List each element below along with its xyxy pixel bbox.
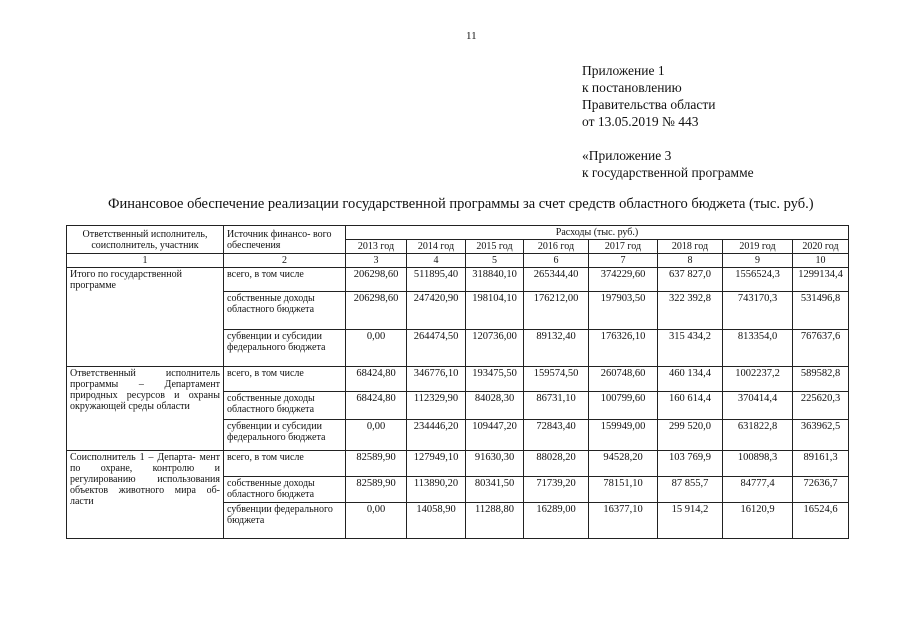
- value-cell: 82589,90: [346, 451, 407, 477]
- source-cell: субвенции и субсидии федерального бюджета: [224, 330, 346, 367]
- source-cell: собственные доходы областного бюджета: [224, 477, 346, 503]
- value-cell: 14058,90: [407, 503, 466, 539]
- value-cell: 72636,7: [793, 477, 849, 503]
- financing-table: [66, 225, 849, 539]
- value-cell: 103 769,9: [658, 451, 723, 477]
- value-cell: 193475,50: [466, 367, 524, 392]
- value-cell: 80341,50: [466, 477, 524, 503]
- header-year: 2016 год: [524, 240, 589, 254]
- value-cell: 84777,4: [723, 477, 793, 503]
- value-cell: 1556524,3: [723, 268, 793, 292]
- value-cell: 176326,10: [589, 330, 658, 367]
- value-cell: 460 134,4: [658, 367, 723, 392]
- value-cell: 265344,40: [524, 268, 589, 292]
- value-cell: 113890,20: [407, 477, 466, 503]
- value-cell: 89132,40: [524, 330, 589, 367]
- value-cell: 315 434,2: [658, 330, 723, 367]
- table-row: [67, 268, 849, 292]
- value-cell: 206298,60: [346, 292, 407, 330]
- source-cell: всего, в том числе: [224, 268, 346, 292]
- source-cell: собственные доходы областного бюджета: [224, 392, 346, 420]
- value-cell: 264474,50: [407, 330, 466, 367]
- value-cell: 109447,20: [466, 420, 524, 451]
- appendix-line: Приложение 1: [582, 63, 665, 78]
- column-number: 3: [346, 254, 407, 268]
- value-cell: 0,00: [346, 503, 407, 539]
- value-cell: 11288,80: [466, 503, 524, 539]
- appendix-line: от 13.05.2019 № 443: [582, 114, 699, 129]
- value-cell: 15 914,2: [658, 503, 723, 539]
- value-cell: 511895,40: [407, 268, 466, 292]
- value-cell: 247420,90: [407, 292, 466, 330]
- header-year: 2013 год: [346, 240, 407, 254]
- executor-cell: Соисполнитель 1 – Департа- мент по охране, контролю и регулированию использования объектов животного мира об- ласти: [67, 451, 224, 539]
- value-cell: 159949,00: [589, 420, 658, 451]
- column-number: 1: [67, 254, 224, 268]
- appendix-line: к постановлению: [582, 80, 682, 95]
- value-cell: 68424,80: [346, 367, 407, 392]
- value-cell: 89161,3: [793, 451, 849, 477]
- value-cell: 88028,20: [524, 451, 589, 477]
- header-executor: Ответственный исполнитель, соисполнитель, участник: [67, 226, 224, 254]
- value-cell: 71739,20: [524, 477, 589, 503]
- value-cell: 176212,00: [524, 292, 589, 330]
- header-year: 2020 год: [793, 240, 849, 254]
- header-year: 2018 год: [658, 240, 723, 254]
- value-cell: 160 614,4: [658, 392, 723, 420]
- value-cell: 374229,60: [589, 268, 658, 292]
- value-cell: 84028,30: [466, 392, 524, 420]
- value-cell: 16524,6: [793, 503, 849, 539]
- column-number: 7: [589, 254, 658, 268]
- source-cell: всего, в том числе: [224, 367, 346, 392]
- source-cell: всего, в том числе: [224, 451, 346, 477]
- value-cell: 100898,3: [723, 451, 793, 477]
- table-row: [67, 451, 849, 477]
- value-cell: 159574,50: [524, 367, 589, 392]
- value-cell: 767637,6: [793, 330, 849, 367]
- value-cell: 82589,90: [346, 477, 407, 503]
- value-cell: 16377,10: [589, 503, 658, 539]
- value-cell: 120736,00: [466, 330, 524, 367]
- column-number: 9: [723, 254, 793, 268]
- value-cell: 198104,10: [466, 292, 524, 330]
- header-year: 2019 год: [723, 240, 793, 254]
- value-cell: 127949,10: [407, 451, 466, 477]
- value-cell: 87 855,7: [658, 477, 723, 503]
- value-cell: 370414,4: [723, 392, 793, 420]
- value-cell: 68424,80: [346, 392, 407, 420]
- value-cell: 72843,40: [524, 420, 589, 451]
- value-cell: 363962,5: [793, 420, 849, 451]
- value-cell: 86731,10: [524, 392, 589, 420]
- value-cell: 322 392,8: [658, 292, 723, 330]
- value-cell: 100799,60: [589, 392, 658, 420]
- value-cell: 78151,10: [589, 477, 658, 503]
- column-number: 10: [793, 254, 849, 268]
- header-year: 2017 год: [589, 240, 658, 254]
- value-cell: 1299134,4: [793, 268, 849, 292]
- source-cell: собственные доходы областного бюджета: [224, 292, 346, 330]
- executor-cell: Ответственный исполнитель программы – Департамент природных ресурсов и охраны окружающей среды области: [67, 367, 224, 451]
- value-cell: 531496,8: [793, 292, 849, 330]
- value-cell: 743170,3: [723, 292, 793, 330]
- value-cell: 16120,9: [723, 503, 793, 539]
- page-number: 11: [466, 30, 477, 42]
- value-cell: 346776,10: [407, 367, 466, 392]
- appendix-line: Правительства области: [582, 97, 716, 112]
- header-source: Источник финансо- вого обеспечения: [224, 226, 346, 254]
- value-cell: 589582,8: [793, 367, 849, 392]
- value-cell: 0,00: [346, 420, 407, 451]
- value-cell: 16289,00: [524, 503, 589, 539]
- value-cell: 197903,50: [589, 292, 658, 330]
- value-cell: 91630,30: [466, 451, 524, 477]
- value-cell: 813354,0: [723, 330, 793, 367]
- appendix-block: [582, 62, 754, 181]
- value-cell: 112329,90: [407, 392, 466, 420]
- table-row: [67, 367, 849, 392]
- value-cell: 206298,60: [346, 268, 407, 292]
- appendix-line: к государственной программе: [582, 165, 754, 180]
- value-cell: 299 520,0: [658, 420, 723, 451]
- source-cell: субвенции и субсидии федерального бюджета: [224, 420, 346, 451]
- column-number: 5: [466, 254, 524, 268]
- value-cell: 1002237,2: [723, 367, 793, 392]
- value-cell: 318840,10: [466, 268, 524, 292]
- value-cell: 260748,60: [589, 367, 658, 392]
- document-title: Финансовое обеспечение реализации государственной программы за счет средств областного бюджета (тыс. руб.): [108, 196, 814, 212]
- source-cell: субвенции федерального бюджета: [224, 503, 346, 539]
- value-cell: 0,00: [346, 330, 407, 367]
- header-year: 2015 год: [466, 240, 524, 254]
- column-number: 2: [224, 254, 346, 268]
- value-cell: 225620,3: [793, 392, 849, 420]
- value-cell: 234446,20: [407, 420, 466, 451]
- value-cell: 631822,8: [723, 420, 793, 451]
- header-expenses: Расходы (тыс. руб.): [346, 226, 849, 240]
- header-year: 2014 год: [407, 240, 466, 254]
- value-cell: 637 827,0: [658, 268, 723, 292]
- value-cell: 94528,20: [589, 451, 658, 477]
- column-number: 8: [658, 254, 723, 268]
- column-number: 6: [524, 254, 589, 268]
- executor-cell: Итого по государственной программе: [67, 268, 224, 367]
- column-number: 4: [407, 254, 466, 268]
- appendix-line: «Приложение 3: [582, 148, 672, 163]
